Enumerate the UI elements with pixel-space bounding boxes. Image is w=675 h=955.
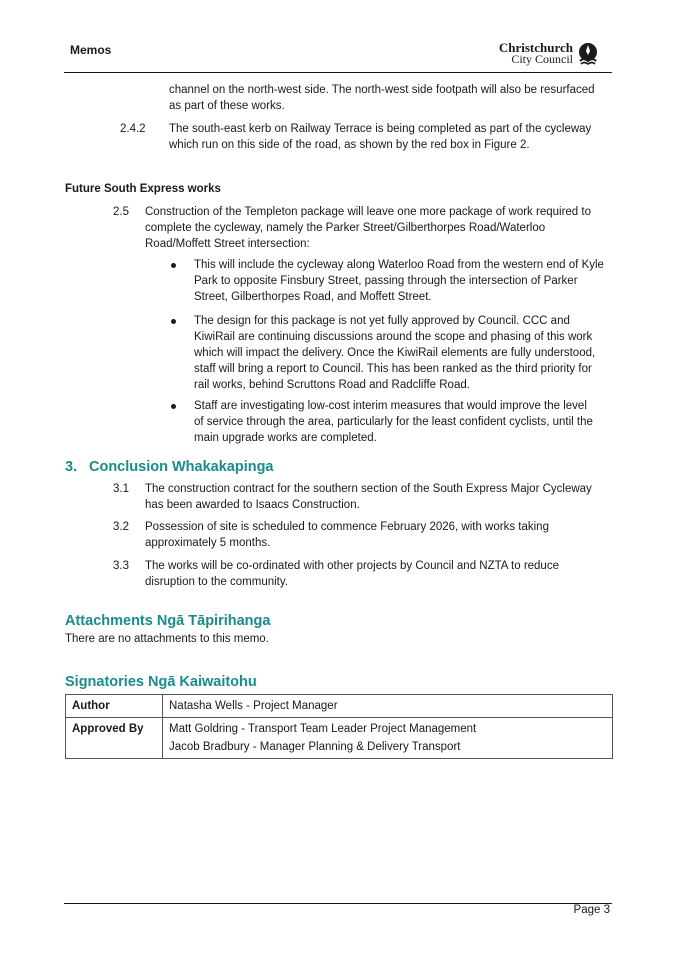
item-number: 3.2 (113, 521, 129, 533)
text-line: The works will be co-ordinated with other projects by Council and NZTA to reduce (145, 560, 559, 572)
item-3-2-text (145, 519, 549, 551)
item-number: 3.1 (113, 483, 129, 495)
text-line: staff will bring a report to Council. This has been ranked as the third priority for (194, 363, 592, 375)
signatory-name: Matt Goldring - Transport Team Leader Project Management (169, 723, 477, 735)
text-line: of service through the area, particularly for the least confident cyclists, until the (194, 416, 593, 428)
footer-rule (64, 903, 612, 904)
text-line: The design for this package is not yet fully approved by Council. CCC and (194, 315, 570, 327)
item-number: 2.4.2 (120, 123, 146, 135)
subheading: Future South Express works (65, 183, 221, 195)
section-heading: Conclusion Whakakapinga (89, 459, 274, 475)
text-line: The construction contract for the southern section of the South Express Major Cycleway (145, 483, 592, 495)
header-rule (64, 72, 612, 73)
continued-paragraph (169, 82, 595, 114)
text-line: Staff are investigating low-cost interim measures that would improve the level (194, 400, 587, 412)
bullet-icon (171, 404, 176, 409)
text-line: main upgrade works are completed. (194, 432, 377, 444)
text-line: The south-east kerb on Railway Terrace is being completed as part of the cycleway (169, 123, 592, 135)
text-line: Street, Gilberthorpes Road, and Moffett Street. (194, 291, 432, 303)
text-line: Construction of the Templeton package will leave one more package of work required to (145, 206, 591, 218)
table-row (66, 718, 613, 759)
table-label-cell: Author (66, 695, 163, 718)
table-value-cell (163, 718, 613, 759)
logo-line-2: City Council (511, 52, 573, 66)
item-number: 2.5 (113, 206, 129, 218)
text-line: This will include the cycleway along Waterloo Road from the western end of Kyle (194, 259, 604, 271)
text-line: has been awarded to Isaacs Construction. (145, 499, 360, 511)
page-number: Page 3 (573, 904, 610, 916)
text-line: Park to opposite Finsbury Street, passing through the intersection of Parker (194, 275, 578, 287)
council-logo-icon (576, 42, 600, 66)
text-line: complete the cycleway, namely the Parker Street/Gilberthorpes Road/Waterloo (145, 222, 546, 234)
table-label-cell: Approved By (66, 718, 163, 759)
item-2-4-2-text (169, 121, 591, 153)
attachments-heading: Attachments Ngā Tāpirihanga (65, 613, 271, 629)
attachments-text: There are no attachments to this memo. (65, 633, 269, 645)
text-line: rail works, behind Scruttons Road and Radcliffe Road. (194, 379, 470, 391)
table-row (66, 695, 613, 718)
signatories-heading: Signatories Ngā Kaiwaitohu (65, 674, 257, 690)
text-line: which will impact the delivery. Once the KiwiRail elements are fully understood, (194, 347, 596, 359)
bullet-item (194, 398, 593, 446)
item-3-1-text (145, 481, 592, 513)
signatory-name: Natasha Wells - Project Manager (169, 700, 338, 712)
signatories-table (65, 694, 613, 759)
item-2-5-text (145, 204, 591, 252)
text-line: which run on this side of the road, as shown by the red box in Figure 2. (169, 139, 530, 151)
bullet-item (194, 257, 604, 305)
bullet-item (194, 313, 595, 393)
signatory-name: Jacob Bradbury - Manager Planning & Delivery Transport (169, 741, 461, 753)
item-3-3-text (145, 558, 559, 590)
logo-line-1: Christchurch (498, 40, 573, 55)
text-line: as part of these works. (169, 100, 285, 112)
text-line: disruption to the community. (145, 576, 288, 588)
header-title: Memos (70, 43, 112, 57)
text-line: Possession of site is scheduled to commence February 2026, with works taking (145, 521, 549, 533)
section-number: 3. (65, 459, 78, 475)
table-value-cell (163, 695, 613, 718)
bullet-icon (171, 319, 176, 324)
bullet-icon (171, 263, 176, 268)
item-number: 3.3 (113, 560, 129, 572)
text-line: channel on the north-west side. The north-west side footpath will also be resurfaced (169, 84, 595, 96)
text-line: KiwiRail are continuing discussions around the scope and phasing of this work (194, 331, 593, 343)
text-line: Road/Moffett Street intersection: (145, 238, 310, 250)
text-line: approximately 5 months. (145, 537, 271, 549)
